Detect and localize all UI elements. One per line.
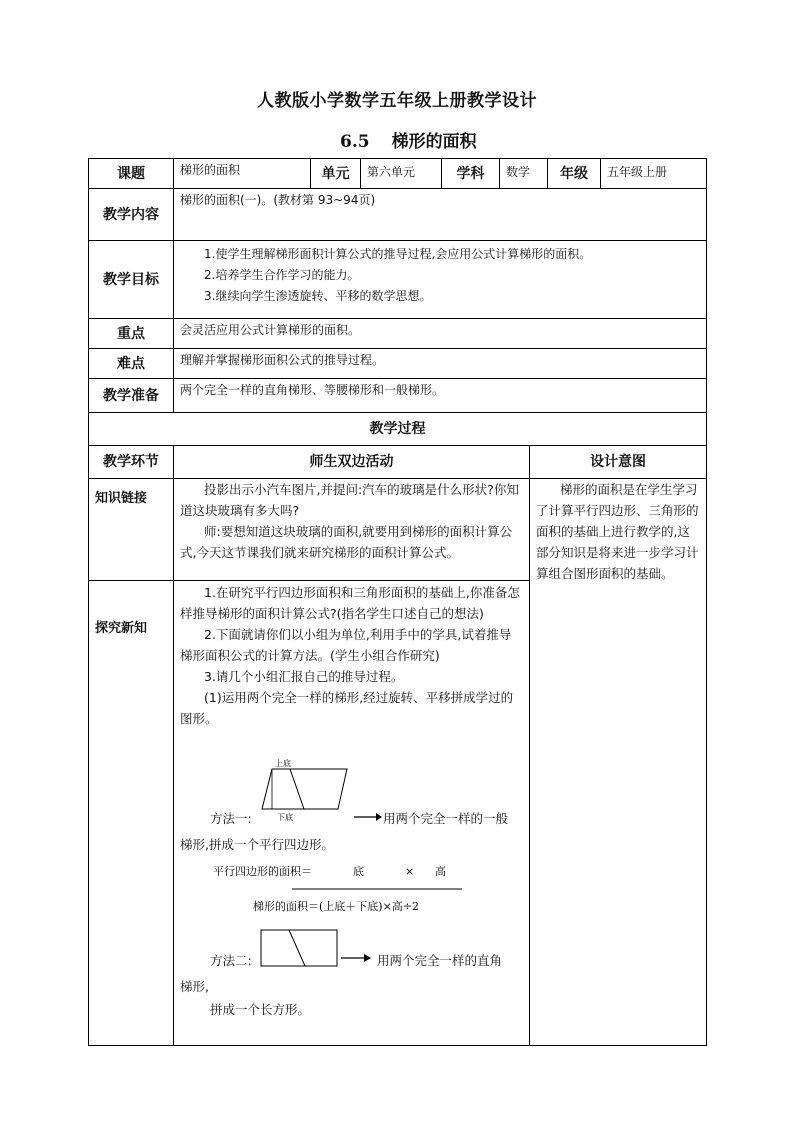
- method1-line: [210, 808, 252, 829]
- formula-times: ×: [405, 865, 415, 878]
- activity-column-header: 师生双边活动: [174, 446, 530, 479]
- method2-label: 方法二:: [210, 953, 252, 968]
- lesson-subtitle: [340, 127, 477, 152]
- formula-height: 高: [435, 865, 446, 878]
- explore-paragraph: 2.下面就请你们以小组为单位,利用手中的学具,试着推导梯形面积公式的计算方法。(学生小组合作研究): [180, 627, 512, 663]
- bottom-base-label: 下底: [277, 813, 293, 821]
- goals-label: 教学目标: [89, 241, 174, 319]
- preparation-label: 教学准备: [89, 379, 174, 413]
- goals-list: [174, 241, 707, 319]
- goal-item: 2.培养学生合作学习的能力。: [204, 268, 360, 282]
- topic-label: 课题: [89, 159, 174, 189]
- formula-base: 底: [353, 865, 364, 878]
- explore-paragraph: 1.在研究平行四边形面积和三角形面积的基础上,你准备怎样推导梯形的面积计算公式?(指名学生口述自己的想法): [180, 585, 520, 621]
- method1-text: 用两个完全一样的一般: [383, 811, 509, 826]
- subject-label: 学科: [442, 159, 500, 189]
- explore-activity: [174, 581, 530, 1046]
- difficulty-value: 理解并掌握梯形面积公式的推导过程。: [174, 349, 707, 379]
- arrow-icon: [341, 953, 371, 963]
- content-value: 梯形的面积(一)。(教材第 93~94页): [174, 189, 707, 241]
- method2-text: 用两个完全一样的直角: [377, 953, 503, 968]
- grade-label: 年级: [548, 159, 601, 189]
- key-point-label: 重点: [89, 319, 174, 349]
- content-label: 教学内容: [89, 189, 174, 241]
- intent-column-header: 设计意图: [530, 446, 707, 479]
- lesson-number: 6.5: [340, 132, 370, 152]
- top-base-label: 上底: [275, 759, 291, 768]
- parallelogram-figure: [259, 757, 355, 821]
- arrow-icon: [354, 812, 382, 822]
- difficulty-label: 难点: [89, 349, 174, 379]
- link-stage-label: 知识链接: [89, 479, 174, 581]
- intent-text: 梯形的面积是在学生学习了计算平行四边形、三角形的面积的基础上进行教学的,这部分知识是将来进一步学习计算组合图形面积的基础。: [536, 482, 699, 581]
- goal-item: 1.使学生理解梯形面积计算公式的推导过程,会应用公式计算梯形的面积。: [204, 247, 592, 261]
- link-paragraph: 师:要想知道这块玻璃的面积,就要用到梯形的面积计算公式,今天这节课我们就来研究梯形的面积计算公式。: [180, 524, 513, 560]
- explore-stage-label: 探究新知: [89, 581, 174, 1046]
- goal-item: 3.继续向学生渗透旋转、平移的数学思想。: [204, 289, 432, 303]
- method1-label: 方法一:: [210, 811, 252, 826]
- process-heading: 教学过程: [89, 413, 707, 446]
- link-paragraph: 投影出示小汽车图片,并提问:汽车的玻璃是什么形状?你知道这块玻璃有多大吗?: [180, 482, 519, 518]
- topic-value: 梯形的面积: [174, 159, 311, 189]
- method2-continuation: 拼成一个长方形。: [210, 1002, 311, 1017]
- lesson-title: 梯形的面积: [391, 132, 477, 152]
- link-activity: [174, 479, 530, 581]
- preparation-value: 两个完全一样的直角梯形、等腰梯形和一般梯形。: [174, 379, 707, 413]
- lesson-plan-table: [88, 158, 707, 1046]
- design-intent: [530, 479, 707, 1046]
- rectangle-figure: [259, 926, 341, 970]
- document-title: 人教版小学数学五年级上册教学设计: [257, 91, 537, 111]
- unit-value: 第六单元: [361, 159, 442, 189]
- unit-label: 单元: [311, 159, 361, 189]
- formula-row2: 梯形的面积＝(上底＋下底)×高÷2: [253, 900, 420, 913]
- explore-paragraph: 3.请几个小组汇报自己的推导过程。: [204, 669, 404, 684]
- key-point-value: 会灵活应用公式计算梯形的面积。: [174, 319, 707, 349]
- stage-column-header: 教学环节: [89, 446, 174, 479]
- explore-paragraph: (1)运用两个完全一样的梯形,经过旋转、平移拼成学过的图形。: [180, 690, 514, 726]
- formula-row1-label: 平行四边形的面积＝: [213, 865, 312, 878]
- area-formula: [210, 862, 480, 918]
- method2-continuation: 梯形,: [180, 979, 209, 994]
- grade-value: 五年级上册: [601, 159, 707, 189]
- subject-value: 数学: [500, 159, 548, 189]
- method1-continuation: 梯形,拼成一个平行四边形。: [180, 837, 334, 852]
